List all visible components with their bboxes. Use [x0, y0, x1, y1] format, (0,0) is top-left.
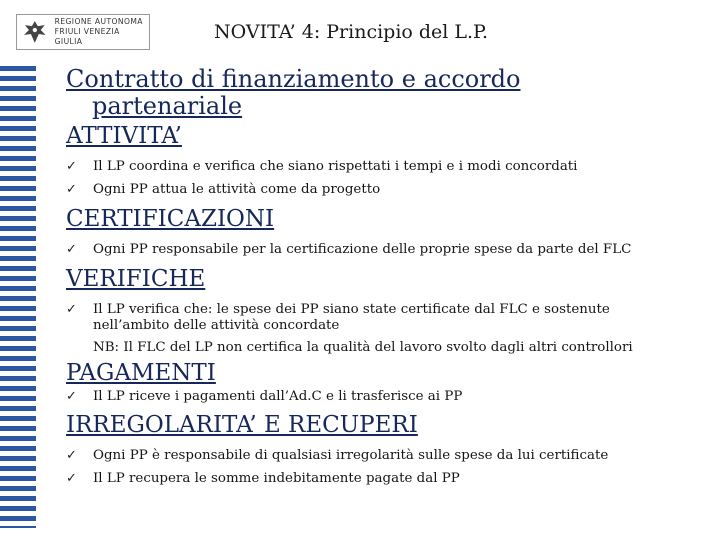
logo-text [55, 17, 149, 47]
main-heading [66, 66, 706, 120]
main-heading-line-2: partenariale [92, 92, 243, 120]
section-title-verifiche: VERIFICHE [66, 266, 206, 292]
side-stripes [0, 66, 36, 528]
list-attivita [66, 159, 706, 198]
list-verifiche [66, 302, 706, 334]
check-icon: ✓ [66, 182, 77, 197]
check-icon: ✓ [66, 471, 77, 486]
verifiche-note: NB: Il FLC del LP non certifica la qualità del lavoro svolto dagli altri controllori [93, 340, 633, 355]
region-logo [16, 14, 150, 50]
list-pagamenti [66, 389, 706, 405]
item-text: Ogni PP è responsabile di qualsiasi irregolarità sulle spese da lui certificate [93, 448, 609, 463]
item-text: Il LP coordina e verifica che siano rispettati i tempi e i modi concordati [93, 159, 578, 174]
check-icon: ✓ [66, 389, 77, 404]
check-icon: ✓ [66, 448, 77, 463]
item-text: Il LP recupera le somme indebitamente pagate dal PP [93, 471, 460, 486]
check-icon: ✓ [66, 242, 77, 257]
list-item [66, 302, 706, 334]
list-item [66, 471, 706, 487]
list-item [66, 448, 706, 464]
list-irregolarita [66, 448, 706, 487]
check-icon: ✓ [66, 302, 77, 317]
slide-content [66, 66, 706, 487]
item-text-line-1: Il LP verifica che: le spese dei PP siano state certificate dal FLC e sostenute [93, 302, 610, 317]
section-title-pagamenti: PAGAMENTI [66, 360, 216, 386]
list-item [66, 182, 706, 198]
logo-line-1: REGIONE AUTONOMA [54, 17, 143, 26]
item-text: Ogni PP responsabile per la certificazione delle proprie spese da parte del FLC [93, 242, 632, 257]
check-icon: ✓ [66, 159, 77, 174]
list-item [66, 242, 706, 258]
section-title-irregolarita: IRREGOLARITA’ E RECUPERI [66, 412, 418, 438]
list-item [66, 389, 706, 405]
logo-line-2: FRIULI VENEZIA GIULIA [54, 27, 120, 46]
item-text: Ogni PP attua le attività come da progetto [93, 182, 381, 197]
section-title-certificazioni: CERTIFICAZIONI [66, 206, 275, 232]
list-item [66, 159, 706, 175]
item-text: Il LP riceve i pagamenti dall’Ad.C e li trasferisce ai PP [93, 389, 463, 404]
list-certificazioni [66, 242, 706, 258]
slide-title: NOVITA’ 4: Principio del L.P. [214, 21, 489, 43]
section-title-attivita: ATTIVITA’ [66, 123, 182, 149]
item-text-line-2: nell’ambito delle attività concordate [93, 318, 340, 333]
eagle-emblem-icon [21, 18, 49, 46]
main-heading-line-1: Contratto di finanziamento e accordo [66, 65, 521, 93]
